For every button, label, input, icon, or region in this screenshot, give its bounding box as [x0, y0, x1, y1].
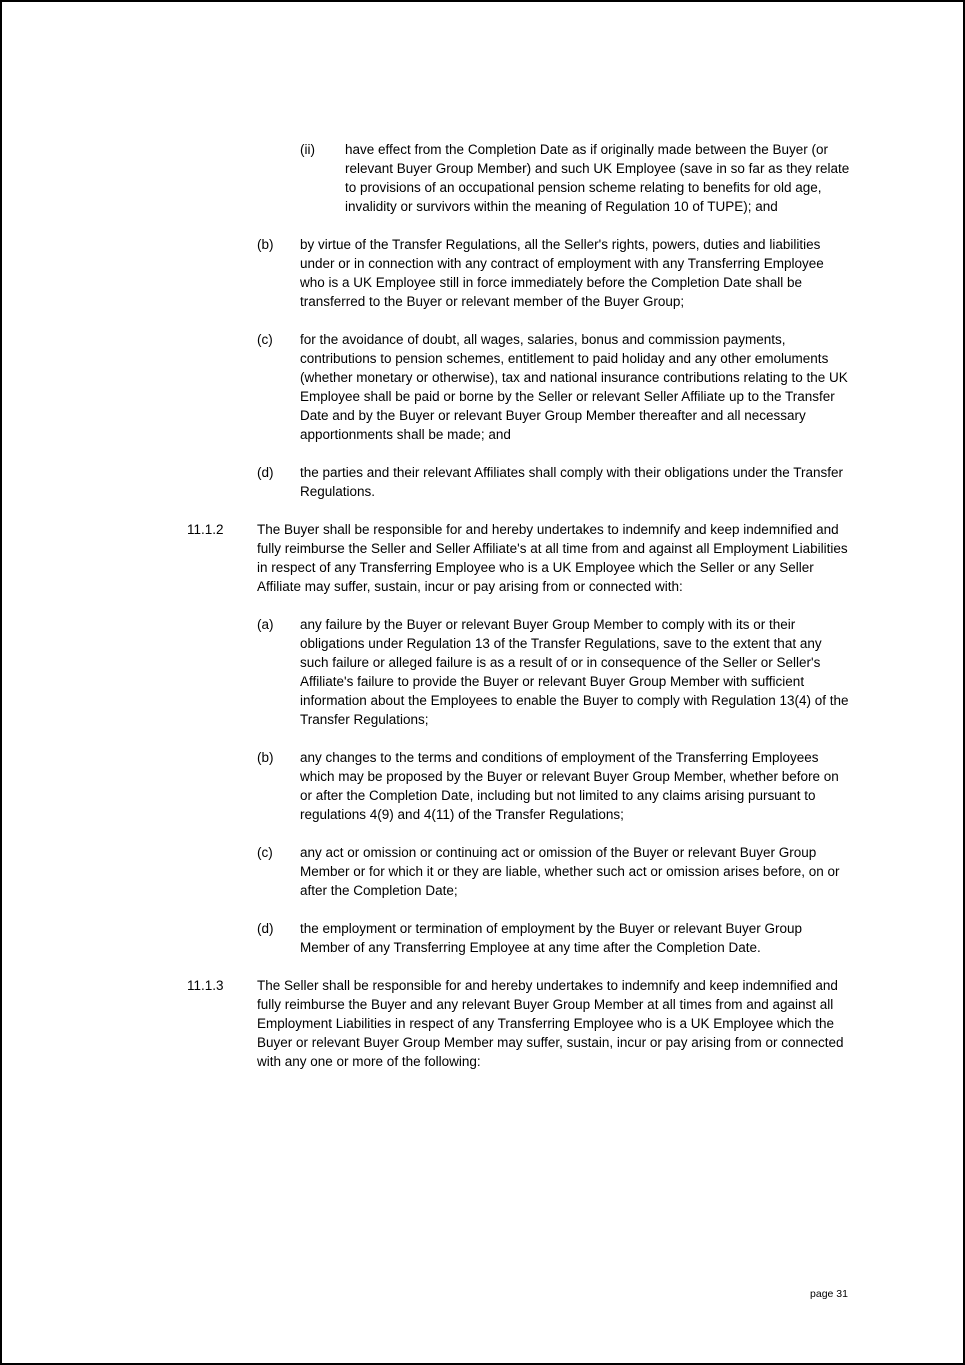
numbered-clause: [187, 976, 852, 1071]
list-item: [257, 615, 852, 729]
list-item-text: have effect from the Completion Date as if originally made between the Buyer (or relevant Buyer Group Member) and such UK Employee (save in so far as they relate to provisions of an occupational pension scheme relating to benefits for old age, invalidity or survivors within the meaning of Regulation 10 of TUPE); and: [345, 142, 850, 214]
list-item-label: (a): [257, 617, 274, 632]
list-item-label: (c): [257, 845, 273, 860]
list-item: [257, 330, 852, 444]
list-item: [257, 235, 852, 311]
list-item: [257, 919, 852, 957]
list-item-label: (ii): [300, 142, 315, 157]
list-item-text: the parties and their relevant Affiliates shall comply with their obligations under the Transfer Regulations.: [300, 465, 844, 499]
list-item: [257, 463, 852, 501]
clause-number: 11.1.2: [187, 522, 224, 537]
list-item-text: for the avoidance of doubt, all wages, salaries, bonus and commission payments, contributions to pension schemes, entitlement to paid holiday and any other emoluments (whether monetary or otherwise), tax and national insurance contributions relating to the UK Employee shall be paid or borne by the Seller or relevant Seller Affiliate up to the Transfer Date and by the Buyer or relevant Buyer Group Member thereafter and all necessary apportionments shall be made; and: [300, 332, 848, 442]
list-item-text: the employment or termination of employment by the Buyer or relevant Buyer Group Member of any Transferring Employee at any time after the Completion Date.: [300, 921, 802, 955]
numbered-clause: [187, 520, 852, 596]
list-item-label: (b): [257, 237, 274, 252]
list-item-label: (d): [257, 921, 274, 936]
clause-number: 11.1.3: [187, 978, 224, 993]
list-item-label: (d): [257, 465, 274, 480]
document-body: [187, 140, 852, 1090]
list-item-label: (b): [257, 750, 274, 765]
clause-text: The Buyer shall be responsible for and hereby undertakes to indemnify and keep indemnified and fully reimburse the Seller and Seller Affiliate's at all time from and against all Employment Liabilities in respect of any Transferring Employee who is a UK Employee which the Seller or any Seller Affiliate may suffer, sustain, incur or pay arising from or connected with:: [257, 522, 848, 594]
list-item-text: any failure by the Buyer or relevant Buyer Group Member to comply with its or their obligations under Regulation 13 of the Transfer Regulations, save to the extent that any such failure or alleged failure is as a result of or in consequence of the Seller or Seller's Affiliate's failure to provide the Buyer or relevant Buyer Group Member with sufficient information about the Employees to enable the Buyer to comply with Regulation 13(4) of the Transfer Regulations;: [300, 617, 849, 727]
list-item: [257, 843, 852, 900]
list-item-label: (c): [257, 332, 273, 347]
clause-text: The Seller shall be responsible for and hereby undertakes to indemnify and keep indemnified and fully reimburse the Buyer and any relevant Buyer Group Member at all times from and against all Employment Liabilities in respect of any Transferring Employee who is a UK Employee which the Buyer or relevant Buyer Group Member may suffer, sustain, incur or pay arising from or connected with any one or more of the following:: [257, 978, 844, 1069]
page-number: page 31: [810, 1288, 848, 1300]
list-item: [300, 140, 852, 216]
list-item-text: any act or omission or continuing act or omission of the Buyer or relevant Buyer Group Member or for which it or they are liable, whether such act or omission arises before, on or after the Completion Date;: [300, 845, 840, 898]
list-item-text: by virtue of the Transfer Regulations, all the Seller's rights, powers, duties and liabilities under or in connection with any contract of employment with any Transferring Employee who is a UK Employee still in force immediately before the Completion Date shall be transferred to the Buyer or relevant member of the Buyer Group;: [300, 237, 824, 309]
list-item-text: any changes to the terms and conditions of employment of the Transferring Employees which may be proposed by the Buyer or relevant Buyer Group Member, whether before on or after the Completion Date, including but not limited to any claims arising pursuant to regulations 4(9) and 4(11) of the Transfer Regulations;: [300, 750, 839, 822]
list-item: [257, 748, 852, 824]
